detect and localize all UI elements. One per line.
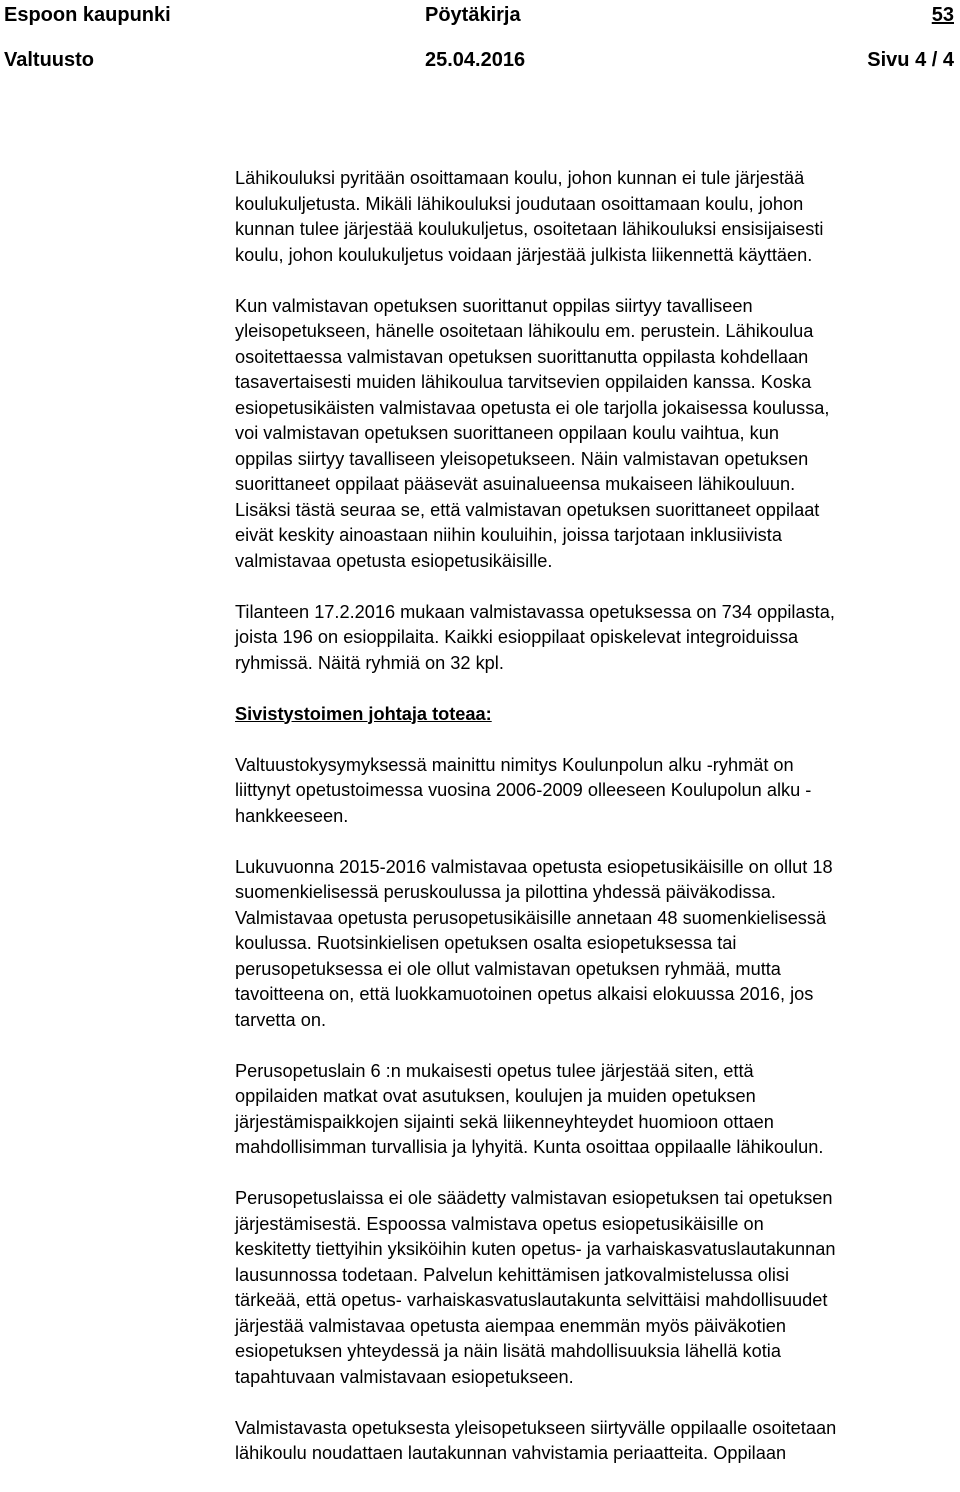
paragraph (235, 855, 960, 1034)
paragraph-line: tasavertaisesti muiden lähikoulua tarvitsevien oppilaiden kanssa. Koska (235, 372, 812, 392)
paragraph-line: Lähikouluksi pyritään osoittamaan koulu, johon kunnan ei tule järjestää (235, 168, 805, 188)
paragraph-line: tarvetta on. (235, 1009, 326, 1030)
paragraph-line: koulussa. Ruotsinkielisen opetuksen osalta esiopetuksessa tai (235, 933, 737, 953)
paragraph-line: koulukuljetusta. Mikäli lähikouluksi joudutaan osoittamaan koulu, johon (235, 193, 804, 214)
paragraph-line: järjestää valmistavaa opetusta aiempaa enemmän myös päiväkotien (235, 1315, 786, 1336)
paragraph (235, 600, 960, 677)
paragraph-line: Perusopetuslaissa ei ole säädetty valmistavan esiopetuksen tai opetuksen (235, 1188, 833, 1208)
paragraph-line: Valmistavaa opetusta perusopetusikäisille annetaan 48 suomenkielisessä (235, 907, 827, 928)
paragraph-line: esiopetusikäisten valmistavaa opetusta ei ole tarjolla jokaisessa koulussa, (235, 397, 830, 418)
paragraph-line: Valmistavasta opetuksesta yleisopetukseen siirtyvälle oppilaalle osoitetaan (235, 1417, 837, 1438)
paragraph-line: valmistavaa opetusta esiopetusikäisille. (235, 550, 553, 571)
paragraph-line: Kun valmistavan opetuksen suorittanut oppilas siirtyy tavalliseen (235, 295, 753, 316)
paragraph-line: hankkeeseen. (235, 805, 349, 826)
organization-name: Espoon kaupunki (4, 4, 171, 26)
paragraph-line: mahdollisimman turvallisia ja lyhyitä. Kunta osoittaa oppilaalle lähikoulun. (235, 1137, 824, 1157)
paragraph-line: eivät keskity ainoastaan niihin kouluihin, joissa tarjotaan inklusiivista (235, 525, 782, 545)
paragraph (235, 753, 960, 830)
paragraph-line: perusopetuksessa ei ole ollut valmistavan opetuksen ryhmää, mutta (235, 958, 781, 979)
paragraph-line: järjestämisestä. Espoossa valmistava opetus esiopetusikäisille on (235, 1213, 764, 1234)
paragraph (235, 294, 960, 575)
paragraph-line: tavoitteena on, että luokkamuotoinen opetus alkaisi elokuussa 2016, jos (235, 984, 814, 1004)
paragraph-line: lausunnossa todetaan. Palvelun kehittämisen jatkovalmistelussa olisi (235, 1264, 790, 1285)
paragraph-line: ryhmissä. Näitä ryhmiä on 32 kpl. (235, 652, 504, 673)
paragraph-line: osoitettaessa valmistavan opetuksen suorittanutta oppilasta kohdellaan (235, 346, 809, 367)
paragraph (235, 166, 960, 268)
paragraph (235, 1186, 960, 1390)
document-type: Pöytäkirja (425, 4, 521, 26)
paragraph-line: Lukuvuonna 2015-2016 valmistavaa opetusta esiopetusikäisille on ollut 18 (235, 856, 833, 877)
paragraph-line: koulu, johon koulukuljetus voidaan järjestää julkista liikennettä käyttäen. (235, 244, 813, 265)
paragraph-line: oppilas siirtyy tavalliseen yleisopetukseen. Näin valmistavan opetuksen (235, 448, 809, 469)
paragraph-line: yleisopetukseen, hänelle osoitetaan lähikoulu em. perustein. Lähikoulua (235, 321, 814, 341)
paragraph-line: kunnan tulee järjestää koulukuljetus, osoitetaan lähikouluksi ensisijaisesti (235, 219, 824, 239)
paragraph-line: keskitetty tiettyihin yksiköihin kuten opetus- ja varhaiskasvatuslautakunnan (235, 1239, 836, 1259)
paragraph-line: suorittaneet oppilaat pääsevät asuinalueensa mukaiseen lähikouluun. (235, 474, 796, 494)
document-body (235, 166, 960, 1492)
paragraph-line: Lisäksi tästä seuraa se, että valmistavan opetuksen suorittaneet oppilaat (235, 499, 820, 520)
page-number: Sivu 4 / 4 (867, 49, 954, 71)
paragraph-line: liittynyt opetustoimessa vuosina 2006-2009 olleeseen Koulupolun alku - (235, 780, 812, 800)
paragraph-line: oppilaiden matkat ovat asutuksen, koulujen ja muiden opetuksen (235, 1086, 756, 1106)
paragraph (235, 1059, 960, 1161)
body-name: Valtuusto (4, 49, 95, 71)
paragraph-line: joista 196 on esioppilaita. Kaikki esioppilaat opiskelevat integroiduissa (235, 627, 799, 647)
heading-text: Sivistystoimen johtaja toteaa: (235, 703, 492, 724)
paragraph-line: Tilanteen 17.2.2016 mukaan valmistavassa opetuksessa on 734 oppilasta, (235, 601, 835, 622)
paragraph-line: Perusopetuslain 6 :n mukaisesti opetus tulee järjestää siten, että (235, 1060, 754, 1081)
paragraph-line: suomenkielisessä peruskoulussa ja pilottina yhdessä päiväkodissa. (235, 882, 776, 902)
paragraph-line: tapahtuvaan valmistavaan esiopetukseen. (235, 1366, 574, 1387)
paragraph (235, 1416, 960, 1467)
paragraph-line: esiopetuksen yhteydessä ja näin lisätä mahdollisuuksia lähellä kotia (235, 1341, 781, 1361)
paragraph-line: tärkeää, että opetus- varhaiskasvatuslautakunta selvittäisi mahdollisuudet (235, 1290, 828, 1310)
paragraph-line: lähikoulu noudattaen lautakunnan vahvistamia periaatteita. Oppilaan (235, 1443, 787, 1463)
section-heading (235, 702, 960, 728)
paragraph-line: Valtuustokysymyksessä mainittu nimitys Koulunpolun alku -ryhmät on (235, 754, 794, 775)
section-number: 53 (931, 4, 954, 26)
paragraph-line: järjestämispaikkojen sijainti sekä liikenneyhteydet huomioon ottaen (235, 1111, 774, 1132)
paragraph-line: voi valmistavan opetuksen suorittaneen oppilaan koulu vaihtua, kun (235, 423, 779, 443)
meeting-date: 25.04.2016 (425, 49, 526, 71)
